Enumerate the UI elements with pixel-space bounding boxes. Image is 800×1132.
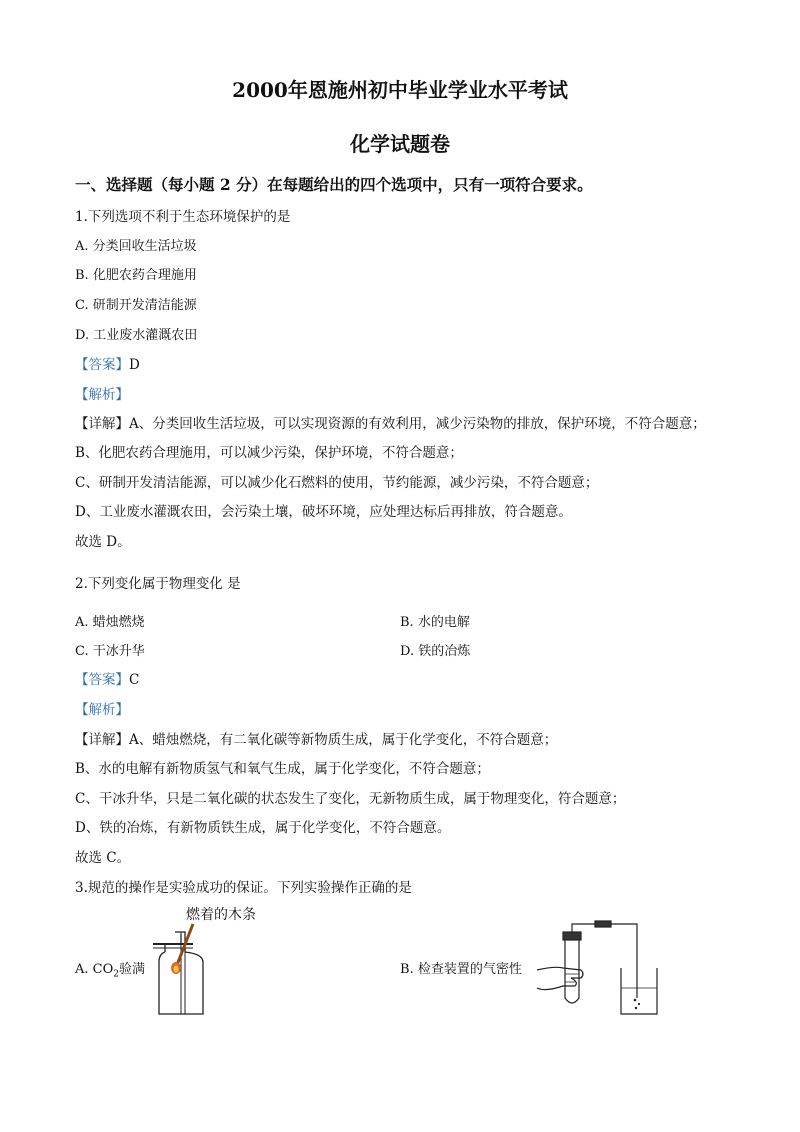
airtightness-apparatus-illustration (535, 918, 665, 1018)
q1-option-b: B. 化肥农药合理施用 (75, 268, 197, 283)
q2-option-a: A. 蜡烛燃烧 (75, 615, 145, 630)
page-subtitle: 化学试题卷 (350, 132, 450, 156)
figure-caption: 燃着的木条 (186, 907, 256, 923)
q1-detail-line: 【详解】A、分类回收生活垃圾，可以实现资源的有效利用，减少污染物的排放，保护环境，不符合题意； (75, 416, 706, 432)
page-title: 2000年恩施州初中毕业学业水平考试 (232, 78, 568, 102)
q1-conclusion: 故选 D。 (75, 534, 131, 550)
q3-option-a-subscript: 2 (113, 969, 119, 980)
q1-analysis-tag: 【解析】 (75, 387, 129, 403)
answer-tag: 【答案】 (75, 357, 129, 373)
q2-detail-line: B、水的电解有新物质氢气和氧气生成，属于化学变化，不符合题意； (75, 761, 490, 777)
gas-bottle-illustration (145, 922, 215, 1022)
q1-detail-line: D、工业废水灌溉农田，会污染土壤，破坏环境，应处理达标后再排放，符合题意。 (75, 504, 572, 520)
section-heading: 一、选择题（每小题 2 分）在每题给出的四个选项中，只有一项符合要求。 (75, 175, 593, 194)
q2-option-c: C. 干冰升华 (75, 644, 145, 659)
q2-option-d: D. 铁的冶炼 (400, 644, 471, 659)
q2-option-b: B. 水的电解 (400, 615, 470, 630)
q1-detail-line: C、研制开发清洁能源，可以减少化石燃料的使用，节约能源，减少污染，不符合题意； (75, 475, 599, 491)
q2-analysis-tag: 【解析】 (75, 702, 129, 718)
q1-detail-line: B、化肥农药合理施用，可以减少污染，保护环境，不符合题意； (75, 445, 463, 461)
q2-detail-line: C、干冰升华，只是二氧化碳的状态发生了变化，无新物质生成，属于物理变化，符合题意； (75, 791, 626, 807)
q3-option-b: B. 检查装置的气密性 (400, 962, 522, 977)
q1-option-a: A. 分类回收生活垃圾 (75, 239, 197, 254)
q3-option-a-prefix: A. CO (75, 962, 114, 977)
bubbles-icon (634, 999, 640, 1010)
q2-answer-value: C (129, 672, 140, 688)
q3-option-a-suffix: 验满 (119, 962, 146, 977)
q2-detail-line: 【详解】A、蜡烛燃烧，有二氧化碳等新物质生成，属于化学变化，不符合题意； (75, 732, 558, 748)
q1-option-d: D. 工业废水灌溉农田 (75, 328, 198, 343)
answer-tag: 【答案】 (75, 672, 129, 688)
q3-option-a (75, 958, 145, 980)
q1-answer (75, 353, 140, 373)
q2-conclusion: 故选 C。 (75, 850, 131, 866)
q1-answer-value: D (129, 357, 140, 373)
q2-answer (75, 668, 139, 688)
q2-stem: 2.下列变化属于物理变化 是 (75, 576, 241, 592)
q1-option-c: C. 研制开发清洁能源 (75, 298, 197, 313)
q3-stem: 3.规范的操作是实验成功的保证。下列实验操作正确的是 (75, 880, 412, 896)
q2-detail-line: D、铁的冶炼，有新物质铁生成，属于化学变化，不符合题意。 (75, 820, 451, 836)
q1-stem: 1.下列选项不利于生态环境保护的是 (75, 209, 291, 225)
